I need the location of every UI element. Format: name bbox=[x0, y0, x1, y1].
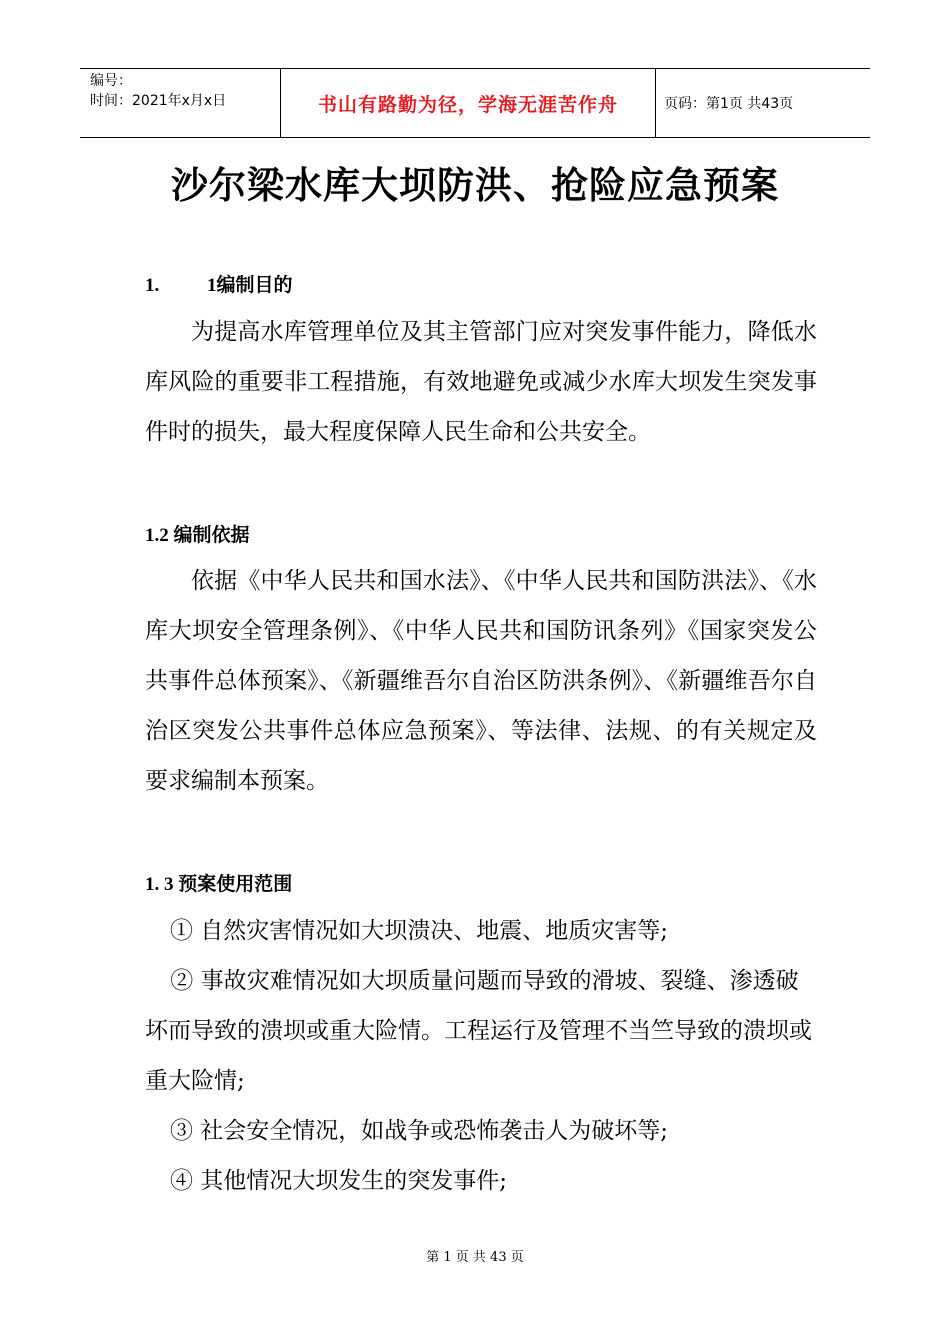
section-heading-2 bbox=[145, 520, 250, 547]
paragraph: 依据《中华人民共和国水法》、《中华人民共和国防洪法》、《水库大坝安全管理条例》、《中华人民共和国防讯条列》《国家突发公共事件总体预案》、《新疆维吾尔自治区防洪条例》、《新疆维吾尔自治区突发公共事件总体应急预案》、等法律、法规、的有关规定及要求编制本预案。 bbox=[145, 568, 817, 794]
section-2-body bbox=[145, 556, 817, 806]
number-label: 编号： bbox=[90, 73, 132, 89]
section-number: 1. bbox=[145, 275, 160, 296]
section-title: 1.2 编制依据 bbox=[145, 525, 250, 546]
page-header bbox=[80, 68, 870, 138]
time-label: 时间：2021年x月x日 bbox=[90, 93, 227, 109]
list-item: ③ 社会安全情况，如战争或恐怖袭击人为破坏等; bbox=[170, 1118, 669, 1144]
motto: 书山有路勤为径，学海无涯苦作舟 bbox=[317, 93, 618, 116]
page-code: 页码：第1页 共43页 bbox=[664, 96, 794, 112]
list-item: ① 自然灾害情况如大坝溃决、地震、地质灾害等; bbox=[170, 918, 669, 944]
section-1-body bbox=[145, 307, 817, 457]
header-meta bbox=[80, 69, 280, 137]
section-heading-3 bbox=[145, 869, 292, 896]
paragraph: 为提高水库管理单位及其主管部门应对突发事件能力，降低水库风险的重要非工程措施，有效地避免或减少水库大坝发生突发事件时的损失，最大程度保障人民生命和公共安全。 bbox=[145, 319, 817, 445]
header-motto-cell bbox=[280, 69, 656, 137]
list-item bbox=[145, 956, 817, 1106]
section-heading-1 bbox=[145, 270, 293, 297]
page-footer: 第 1 页 共 43 页 bbox=[426, 1250, 524, 1265]
section-title: 1编制目的 bbox=[207, 275, 293, 296]
list-item-text: ② 事故灾难情况如大坝质量问题而导致的滑坡、裂缝、渗透破坏而导致的溃坝或重大险情。工程运行及管理不当竺导致的溃坝或重大险情; bbox=[145, 968, 812, 1094]
section-title: 1. 3 预案使用范围 bbox=[145, 874, 293, 895]
document-title: 沙尔梁水库大坝防洪、抢险应急预案 bbox=[171, 163, 779, 207]
list-item: ④ 其他情况大坝发生的突发事件; bbox=[170, 1168, 508, 1194]
header-page-code bbox=[654, 69, 870, 137]
